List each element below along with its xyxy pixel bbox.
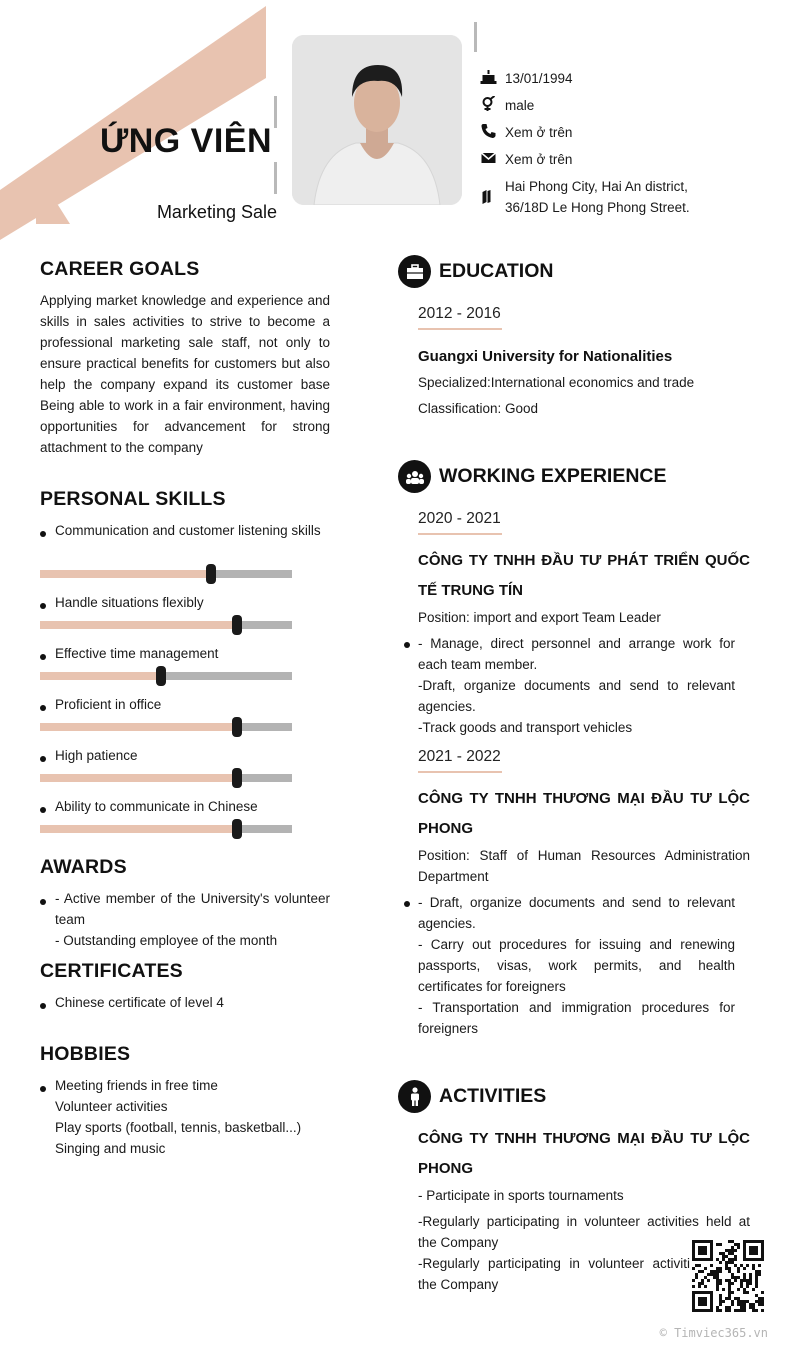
contact-phone [480,122,780,143]
skill-level-fill [40,570,211,578]
job-2-period: 2021 - 2022 [418,748,502,773]
skill-level-knob [206,564,216,584]
skill-level-fill [40,723,237,731]
person-icon [398,1080,431,1113]
hobbies-title: HOBBIES [40,1043,131,1065]
duty-line: - Draft, organize documents and send to relevant agencies. [418,895,735,931]
bullet-dot [40,1003,46,1009]
duty-line: -Draft, organize documents and send to relevant agencies. [418,678,735,714]
bullet-dot [40,603,46,609]
skill-item [40,643,330,664]
skill-level-knob [232,819,242,839]
award-line-2: - Outstanding employee of the month [55,933,278,948]
contact-address [480,176,695,218]
bullet-dot [404,642,410,648]
skill-level-knob [232,717,242,737]
skill-item [40,745,330,766]
bullet-dot [40,1086,46,1092]
education-title: EDUCATION [439,260,554,282]
skill-level-bar [40,672,292,680]
career-goals-text: Applying market knowledge and experience and skills in sales activities to strive to become a professional marketing sale staff, not only to ensure practical benefits for customers but also help the company expand its customer base Being able to work in a fair environment, having opportunities for advancement for strong attachment to the company [40,293,330,455]
qr-code [692,1240,764,1312]
school-name: Guangxi University for Nationalities [418,348,673,365]
hobby-line: Meeting friends in free time [55,1078,218,1093]
bullet-dot [40,899,46,905]
contact-birthday [480,68,780,89]
skill-level-fill [40,825,237,833]
skill-level-bar [40,825,292,833]
skill-level-knob [232,615,242,635]
bullet-dot [40,705,46,711]
name-divider-top [274,96,277,128]
email-icon [480,150,497,166]
map-icon [480,188,497,204]
bullet-dot [40,531,46,537]
activity-line-2: -Regularly participating in volunteer activities held at the Company [418,1214,750,1250]
education-header [398,255,553,288]
job-1-period: 2020 - 2021 [418,510,502,535]
education-period: 2012 - 2016 [418,305,502,330]
phone-text: Xem ở trên [505,125,573,140]
hobby-line: Play sports (football, tennis, basketball...) [55,1120,302,1135]
certificate-text: Chinese certificate of level 4 [55,995,224,1010]
bullet-dot [404,901,410,907]
certificates-title: CERTIFICATES [40,960,183,982]
activity-line-3: -Regularly participating in volunteer activiti the Company [418,1256,690,1292]
skill-level-bar [40,621,292,629]
gender-icon [480,96,497,112]
duty-line: - Manage, direct personnel and arrange work for each team member. [418,636,735,672]
awards-title: AWARDS [40,856,127,878]
job-1-duties [404,633,735,738]
skill-level-fill [40,621,237,629]
contact-email [480,149,780,170]
certificate-item [40,992,330,1013]
birthday-cake-icon [480,69,497,85]
job-1-company: CÔNG TY TNHH ĐẦU TƯ PHÁT TRIỂN QUỐC TẾ TRUNG TÍN [418,552,750,599]
hobby-line: Singing and music [55,1141,166,1156]
skill-level-knob [232,768,242,788]
education-specialized: Specialized:International economics and trade [418,375,695,390]
email-text: Xem ở trên [505,152,573,167]
contact-gender [480,95,780,116]
phone-icon [480,123,497,139]
candidate-name: ỨNG VIÊN [99,122,272,160]
career-goals-title: CAREER GOALS [40,258,200,280]
gender-text: male [505,98,535,113]
skill-item [40,520,330,541]
skill-level-bar [40,723,292,731]
name-divider-bottom [274,162,277,194]
skill-level-fill [40,672,161,680]
job-2-position: Position: Staff of Human Resources Administration Department [418,848,750,884]
experience-title: WORKING EXPERIENCE [439,465,667,487]
activities-company: CÔNG TY TNHH THƯƠNG MẠI ĐẦU TƯ LỘC PHONG [418,1130,750,1177]
skill-item [40,694,330,715]
skill-label: Communication and customer listening skills [55,523,321,538]
experience-header [398,460,667,493]
awards-item [40,888,330,951]
skill-label: Proficient in office [55,697,162,712]
skill-label: Effective time management [55,646,219,661]
team-icon [398,460,431,493]
profile-photo [292,35,462,205]
activities-header [398,1080,546,1113]
address-text: Hai Phong City, Hai An district, 36/18D Le Hong Phong Street. [505,179,690,215]
job-2-company: CÔNG TY TNHH THƯƠNG MẠI ĐẦU TƯ LỘC PHONG [418,790,750,837]
skill-level-bar [40,570,292,578]
skill-level-bar [40,774,292,782]
duty-line: -Track goods and transport vehicles [418,720,633,735]
bullet-dot [40,756,46,762]
job-1-position: Position: import and export Team Leader [418,610,661,625]
skill-label: Handle situations flexibly [55,595,204,610]
watermark: © Timviec365.vn [659,1326,768,1340]
duty-line: - Transportation and immigration procedures for foreigners [418,1000,735,1036]
activity-line-1: - Participate in sports tournaments [418,1188,624,1203]
hobby-line: Volunteer activities [55,1099,168,1114]
job-2-duties [404,892,735,1039]
bullet-dot [40,807,46,813]
hobbies-item [40,1075,330,1159]
award-line-1: - Active member of the University's volunteer team [55,891,330,927]
briefcase-icon [398,255,431,288]
activities-title: ACTIVITIES [439,1085,547,1107]
personal-skills-title: PERSONAL SKILLS [40,488,226,510]
skill-label: High patience [55,748,138,763]
skill-item [40,796,330,817]
skill-level-knob [156,666,166,686]
skill-level-fill [40,774,237,782]
duty-line: - Carry out procedures for issuing and renewing passports, visas, work permits, and health certificates for foreigners [418,937,735,994]
birthday-text: 13/01/1994 [505,71,573,86]
skill-item [40,592,330,613]
skill-label: Ability to communicate in Chinese [55,799,258,814]
candidate-role: Marketing Sale [156,202,277,222]
bullet-dot [40,654,46,660]
contact-divider [474,22,477,52]
education-classification: Classification: Good [418,401,539,416]
